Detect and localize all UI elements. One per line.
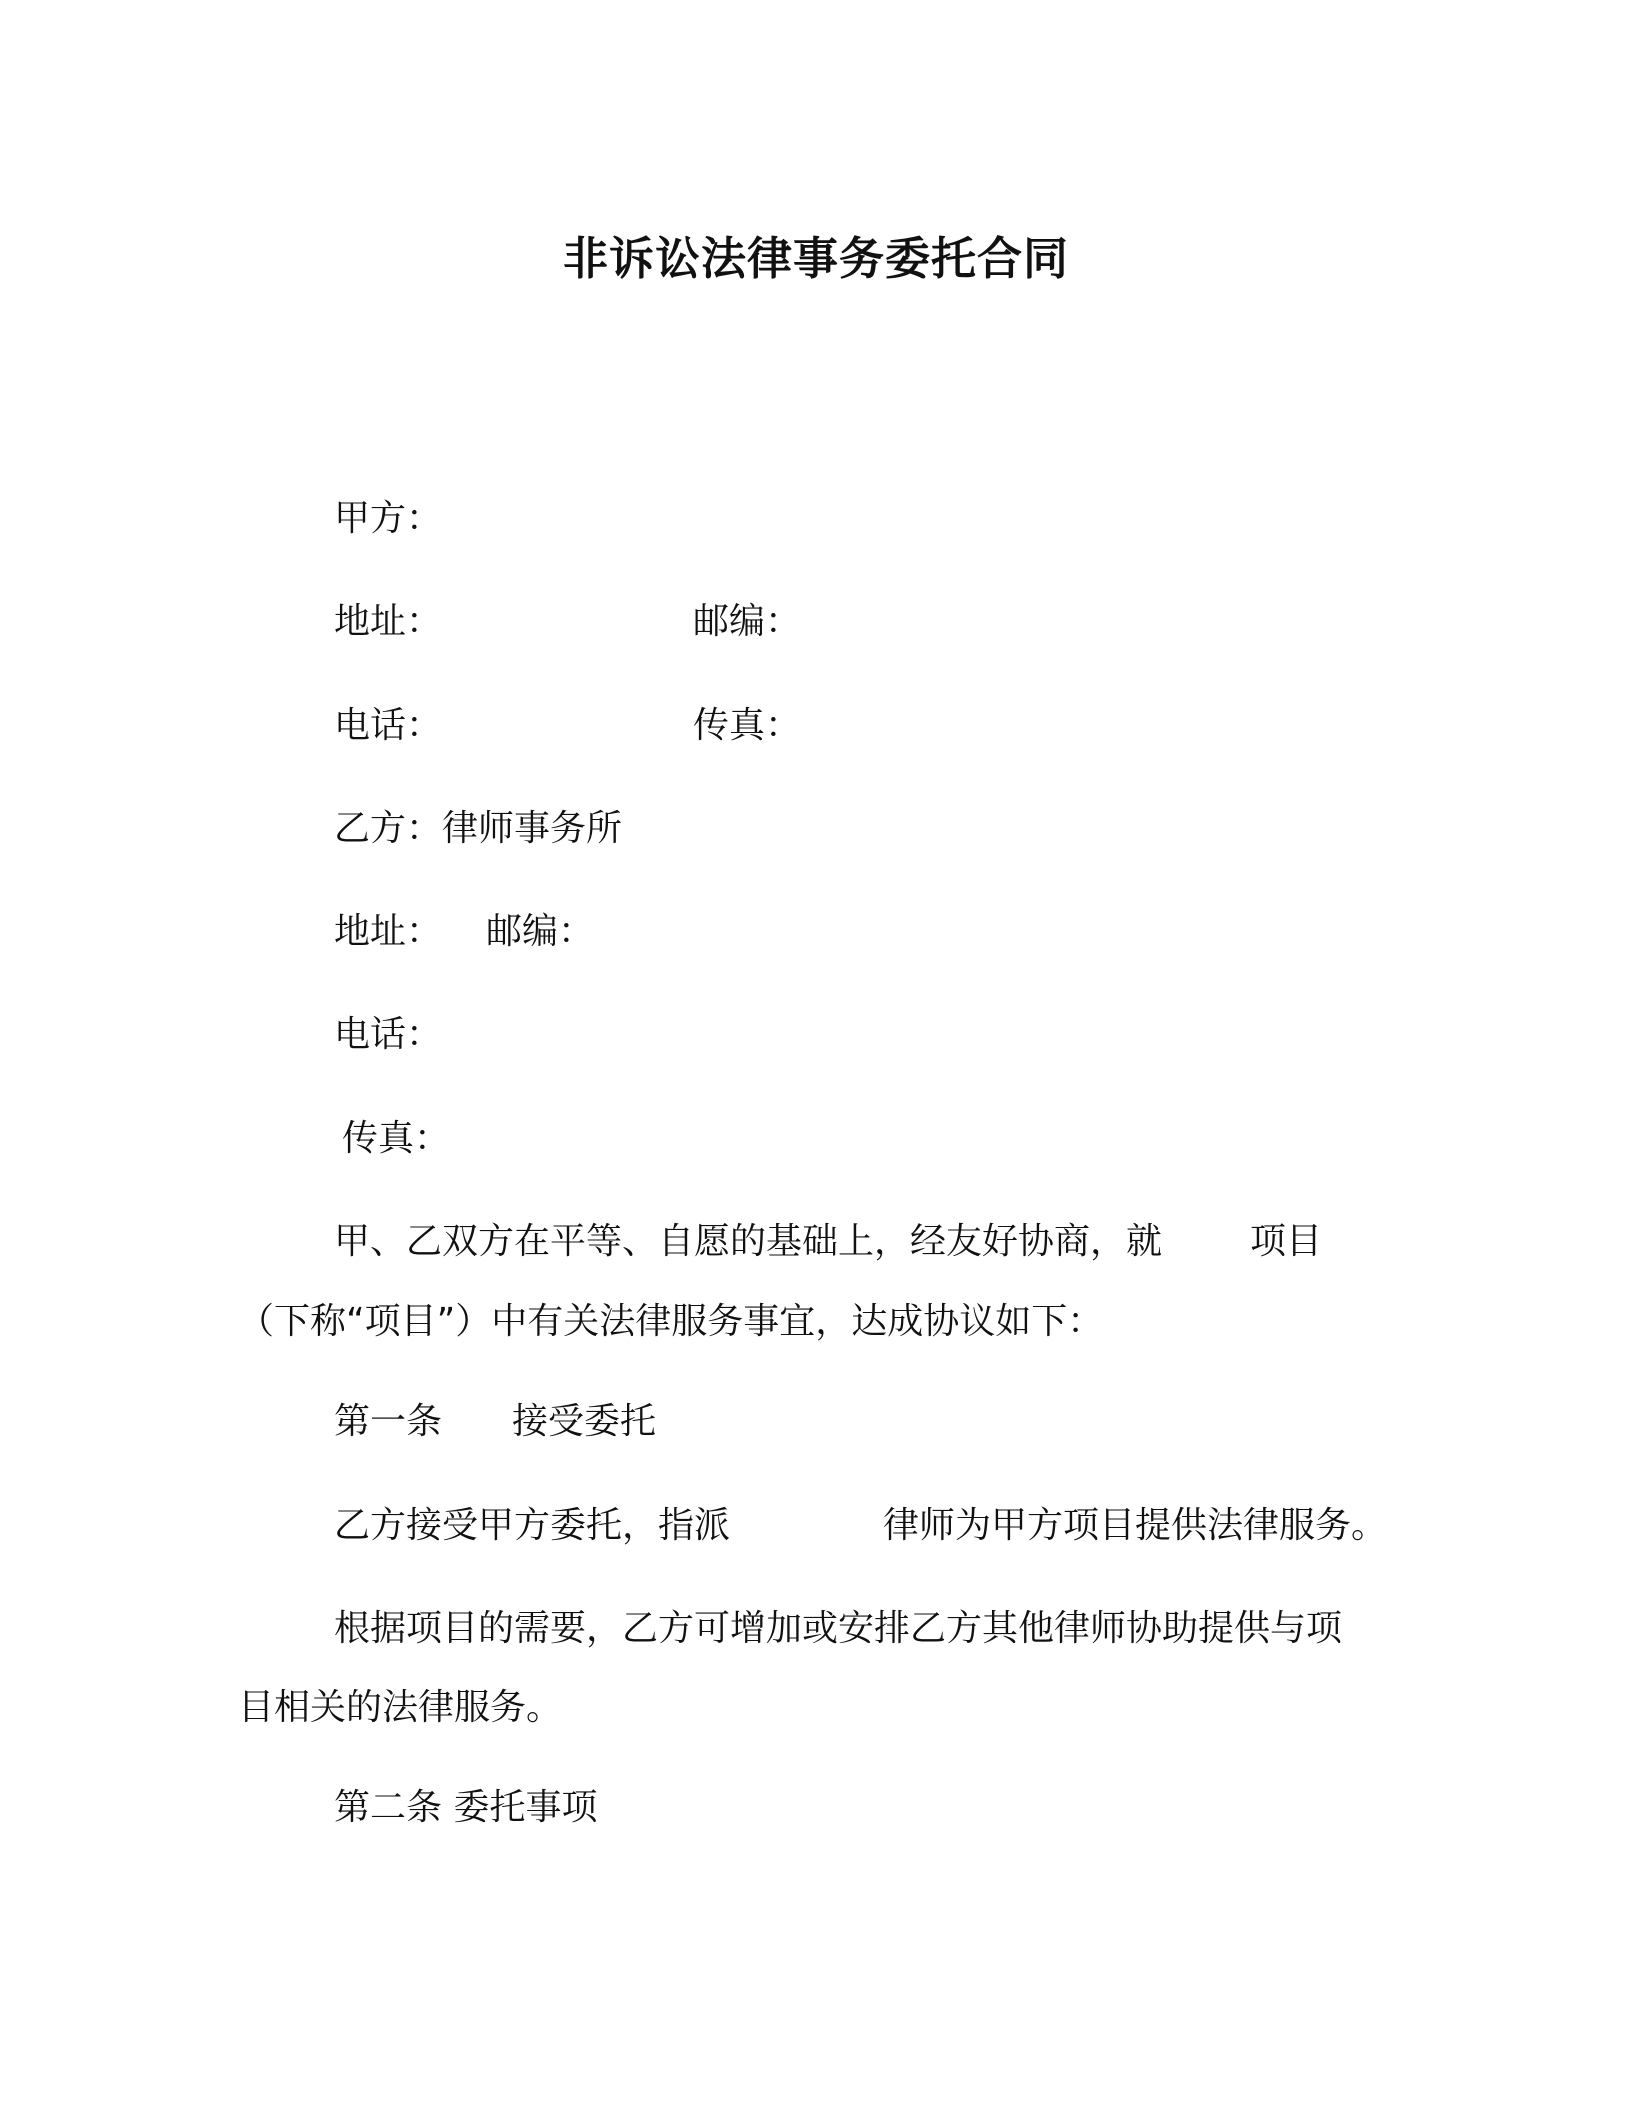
party-a-postcode-label: 邮编： [693, 601, 802, 642]
document-title: 非诉讼法律事务委托合同 [562, 232, 1069, 285]
party-a-address-label: 地址： [334, 601, 443, 642]
article-1-number: 第一条 [334, 1401, 443, 1442]
party-a-phone-label: 电话： [334, 705, 443, 746]
party-b-address-label: 地址： [334, 911, 443, 952]
intro-project-word: 项目 [1250, 1221, 1323, 1262]
party-b-fax-label: 传真： [342, 1118, 451, 1159]
party-a-label: 甲方： [334, 498, 443, 539]
article-1-para-2-line-1: 根据项目的需要，乙方可增加或安排乙方其他律师协助提供与项 [334, 1608, 1343, 1649]
article-2-heading: 第二条 委托事项 [334, 1787, 598, 1828]
article-1-para-1-end: 律师为甲方项目提供法律服务。 [883, 1505, 1388, 1546]
party-b-postcode-label: 邮编： [486, 911, 595, 952]
party-b-label: 乙方：律师事务所 [334, 808, 623, 849]
party-b-phone-label: 电话： [334, 1014, 443, 1055]
intro-line-1: 甲、乙双方在平等、自愿的基础上，经友好协商，就 [334, 1221, 1163, 1262]
party-a-fax-label: 传真： [693, 705, 802, 746]
intro-line-2: （下称“项目”）中有关法律服务事宜，达成协议如下： [238, 1301, 1104, 1342]
article-1-title: 接受委托 [512, 1401, 657, 1442]
article-1-para-1-start: 乙方接受甲方委托，指派 [334, 1505, 731, 1546]
article-1-para-2-line-2: 目相关的法律服务。 [238, 1687, 563, 1728]
